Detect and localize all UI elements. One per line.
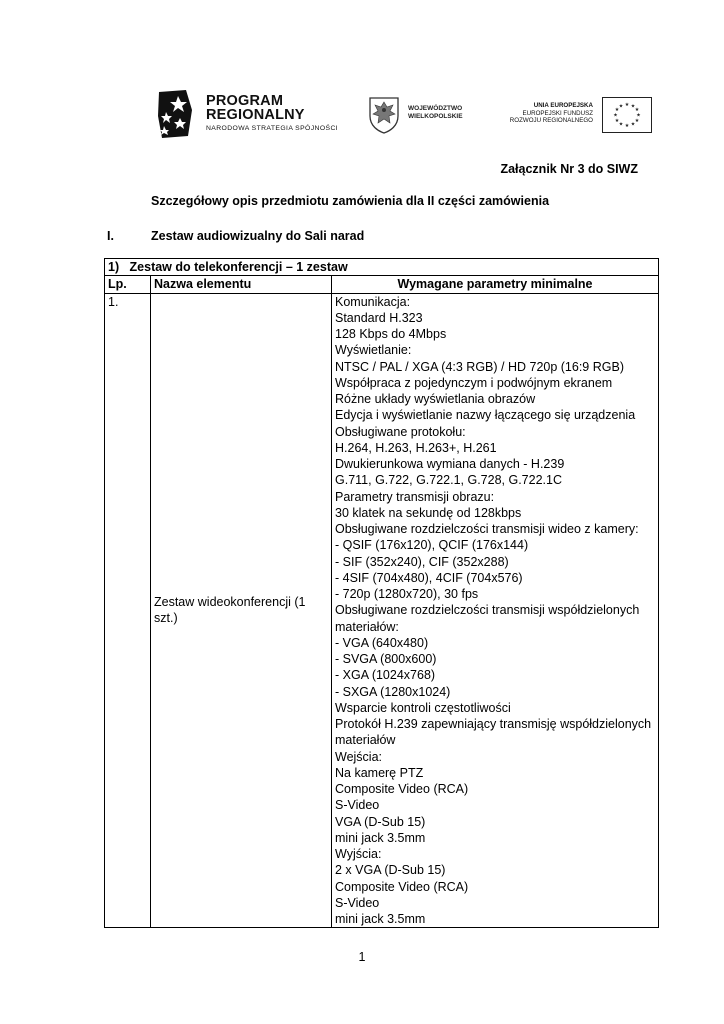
section-number: I.: [107, 229, 114, 243]
eu-line-1: UNIA EUROPEJSKA: [533, 102, 593, 109]
annex-label: Załącznik Nr 3 do SIWZ: [500, 162, 638, 176]
set-title-row: [105, 259, 659, 276]
row-lp: 1.: [105, 293, 151, 928]
parameter-line: Edycja i wyświetlanie nazwy łączącego się urządzenia: [335, 408, 636, 423]
parameter-line: G.711, G.722, G.722.1, G.728, G.722.1C: [335, 473, 562, 488]
svg-text:★: ★: [614, 107, 620, 113]
parameter-line: VGA (D-Sub 15): [335, 814, 426, 829]
svg-text:★: ★: [614, 118, 620, 124]
parameter-line: Obsługiwane rozdzielczości transmisji wideo z kamery:: [335, 522, 639, 536]
table-header-row: [105, 276, 659, 293]
col-header-name: Nazwa elementu: [151, 276, 332, 293]
parameter-line: Composite Video (RCA): [335, 782, 469, 796]
wielkopolska-crest-icon: [368, 96, 400, 134]
parameter-line: Obsługiwane protokołu:: [335, 424, 466, 439]
parameter-line: 128 Kbps do 4Mbps: [335, 327, 447, 341]
parameter-line: - SXGA (1280x1024): [335, 684, 451, 699]
svg-text:★: ★: [630, 121, 636, 128]
svg-text:★: ★: [618, 103, 624, 110]
page-header: [150, 84, 655, 146]
svg-text:★: ★: [618, 121, 624, 128]
parameter-line: Protokół H.239 zapewniający transmisję współdzielonych: [335, 717, 652, 731]
svg-text:★: ★: [613, 112, 618, 119]
svg-text:★: ★: [630, 103, 636, 110]
parameter-line: 30 klatek na sekundę od 128kbps: [335, 505, 522, 520]
parameter-line: S-Video: [335, 798, 380, 813]
svg-text:★: ★: [624, 102, 630, 108]
row-element-name: Zestaw wideokonferencji (1 szt.): [151, 293, 332, 928]
parameter-line: materiałów: [335, 733, 396, 748]
parameter-line: - XGA (1024x768): [335, 668, 436, 683]
voivodeship-text: [408, 105, 463, 121]
col-header-lp: Lp.: [105, 276, 151, 293]
row-parameters: [332, 293, 659, 928]
parameter-line: Różne układy wyświetlania obrazów: [335, 392, 536, 406]
voivodeship-line-2: WIELKOPOLSKIE: [408, 113, 463, 120]
table-row: [105, 293, 659, 928]
svg-text:★: ★: [624, 123, 630, 129]
parameter-line: H.264, H.263, H.263+, H.261: [335, 440, 497, 455]
section-title: Zestaw audiowizualny do Sali narad: [151, 229, 365, 243]
col-header-params: Wymagane parametry minimalne: [332, 276, 659, 293]
eu-line-2: EUROPEJSKI FUNDUSZ: [522, 109, 593, 117]
parameter-line: Dwukierunkowa wymiana danych - H.239: [335, 457, 565, 471]
parameter-line: - QSIF (176x120), QCIF (176x144): [335, 538, 529, 553]
parameter-line: mini jack 3.5mm: [335, 912, 426, 926]
program-subtitle: NARODOWA STRATEGIA SPÓJNOŚCI: [206, 125, 339, 132]
parameter-line: - SIF (352x240), CIF (352x288): [335, 554, 509, 569]
parameter-line: materiałów:: [335, 619, 399, 634]
program-regionalny-text: [206, 94, 338, 132]
eu-flag-icon: [602, 97, 652, 133]
parameter-line: - VGA (640x480): [335, 635, 429, 650]
parameter-line: mini jack 3.5mm: [335, 830, 426, 845]
parameter-line: - 720p (1280x720), 30 fps: [335, 587, 479, 601]
page-number: 1: [358, 950, 366, 964]
parameter-line: Obsługiwane rozdzielczości transmisji współdzielonych: [335, 603, 640, 618]
parameter-line: Wyświetlanie:: [335, 343, 412, 358]
parameter-line: Wejścia:: [335, 749, 383, 764]
parameter-line: Komunikacja:: [335, 294, 411, 309]
parameter-line: - 4SIF (704x480), 4CIF (704x576): [335, 570, 523, 585]
set-title: 1) Zestaw do telekonferencji – 1 zestaw: [105, 259, 659, 276]
svg-text:★: ★: [634, 107, 640, 113]
program-regionalny-logo: [156, 88, 196, 140]
parameter-line: 2 x VGA (D-Sub 15): [335, 863, 446, 878]
svg-text:★: ★: [636, 112, 641, 119]
parameter-line: Współpraca z pojedynczym i podwójnym ekranem: [335, 375, 613, 390]
parameter-line: - SVGA (800x600): [335, 652, 437, 666]
eu-line-3: ROZWOJU REGIONALNEGO: [509, 117, 593, 124]
spec-table: [104, 258, 659, 928]
eu-fund-text: [495, 102, 593, 125]
parameter-line: Wsparcie kontroli częstotliwości: [335, 700, 511, 715]
voivodeship-line-1: WOJEWÓDZTWO: [408, 105, 463, 112]
parameter-line: Standard H.323: [335, 310, 423, 325]
program-line-2: REGIONALNY: [206, 107, 305, 123]
parameter-line: Na kamerę PTZ: [335, 765, 424, 780]
parameter-line: NTSC / PAL / XGA (4:3 RGB) / HD 720p (16:9 RGB): [335, 359, 624, 374]
parameter-line: Composite Video (RCA): [335, 879, 469, 894]
svg-text:★: ★: [634, 118, 640, 124]
program-line-1: PROGRAM: [206, 93, 284, 109]
document-subtitle: Szczegółowy opis przedmiotu zamówienia dla II części zamówienia: [151, 194, 550, 208]
parameter-line: Parametry transmisji obrazu:: [335, 489, 495, 504]
parameter-line: Wyjścia:: [335, 847, 382, 861]
parameter-line: S-Video: [335, 895, 380, 910]
